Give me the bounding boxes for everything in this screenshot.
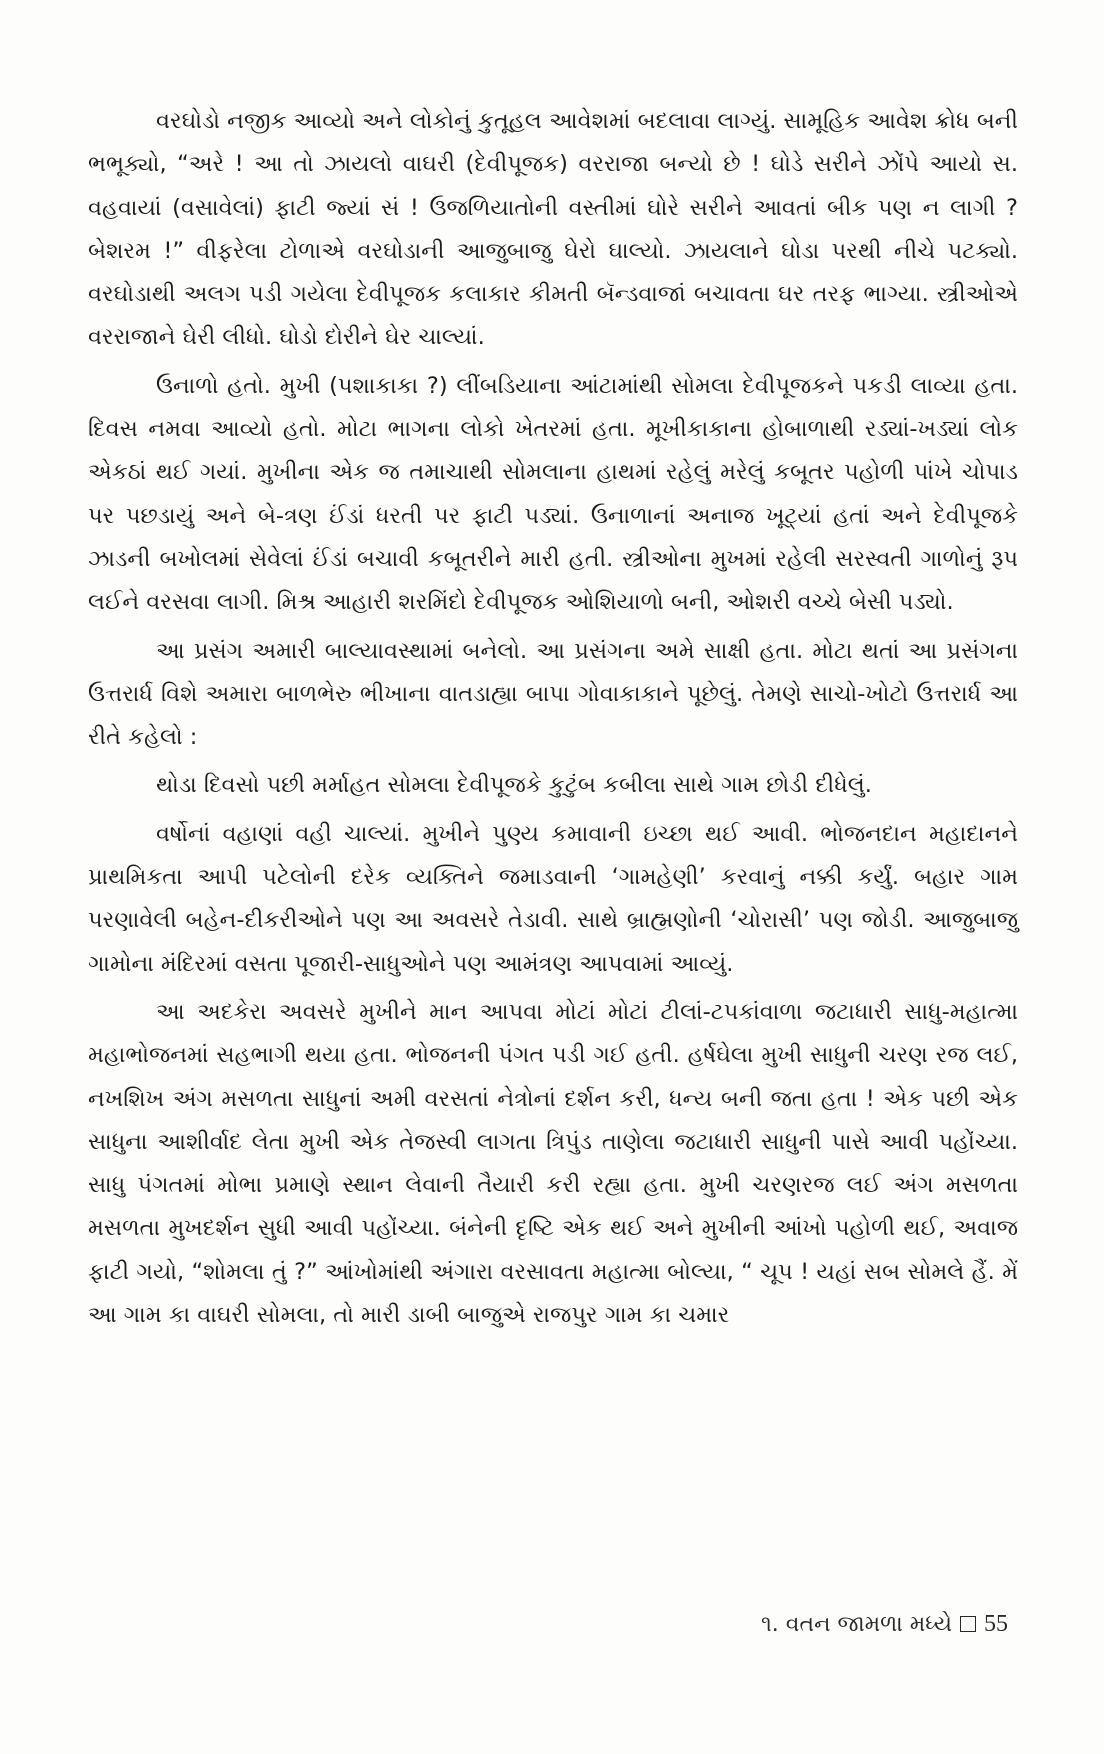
- square-icon: [960, 1616, 976, 1632]
- page-footer: [761, 1604, 1008, 1644]
- paragraph-3: આ પ્રસંગ અમારી બાલ્યાવસ્થામાં બનેલો. આ પ્રસંગના અમે સાક્ષી હતા. મોટા થતાં આ પ્રસંગના ઉત્તરાર્ધ વિશે અમારા બાળભેરુ ભીખાના વાતડાહ્યા બાપા ગોવાકાકાને પૂછેલું. તેમણે સાચો-ખોટો ઉત્તરાર્ધ આ રીતે કહેલો :: [88, 637, 1018, 751]
- paragraph-6: આ અદકેરા અવસરે મુખીને માન આપવા મોટાં મોટાં ટીલાં-ટપકાંવાળા જટાધારી સાધુ-મહાત્મા મહાભોજનમાં સહભાગી થયા હતા. ભોજનની પંગત પડી ગઈ હતી. હર્ષઘેલા મુખી સાધુની ચરણ રજ લઈ, નખશિખ અંગ મસળતા સાધુનાં અમી વરસતાં નેત્રોનાં દર્શન કરી, ધન્ય બની જતા હતા ! એક પછી એક સાધુના આશીર્વાદ લેતા મુખી એક તેજસ્વી લાગતા ત્રિપુંડ તાણેલા જટાધારી સાધુની પાસે આવી પહોંચ્યા. સાધુ પંગતમાં મોભા પ્રમાણે સ્થાન લેવાની તૈયારી કરી રહ્યા હતા. મુખી ચરણરજ લઈ અંગ મસળતા મસળતા મુખદર્શન સુધી આવી પહોંચ્યા. બંનેની દૃષ્ટિ એક થઈ અને મુખીની આંખો પહોળી થઈ, અવાજ ફાટી ગયો, “શોમલા તું ?” આંખોમાંથી અંગારા વરસાવતા મહાત્મા બોલ્યા, “ ચૂપ ! યહાં સબ સોમલે હૈં. મેં આ ગામ કા વાઘરી સોમલા, તો મારી ડાબી બાજુએ રાજપુર ગામ કા ચમાર: [88, 998, 1018, 1329]
- page-number: 55: [984, 1610, 1008, 1637]
- paragraph-2: ઉનાળો હતો. મુખી (પશાકાકા ?) લીંબડિયાના આંટામાંથી સોમલા દેવીપૂજકને પકડી લાવ્યા હતા. દિવસ નમવા આવ્યો હતો. મોટા ભાગના લોકો ખેતરમાં હતા. મૂખીકાકાના હોબાળાથી રડ્યાં-ખડ્યાં લોક એકઠાં થઈ ગયાં. મુખીના એક જ તમાચાથી સોમલાના હાથમાં રહેલું મરેલું કબૂતર પહોળી પાંખે ચોપાડ પર પછડાયું અને બે-ત્રણ ઈંડાં ધરતી પર ફાટી પડ્યાં. ઉનાળાનાં અનાજ ખૂટ્યાં હતાં અને દેવીપૂજકે ઝાડની બખોલમાં સેવેલાં ઈંડાં બચાવી કબૂતરીને મારી હતી. સ્ત્રીઓના મુખમાં રહેલી સરસ્વતી ગાળોનું રૂપ લઈને વરસવા લાગી. મિશ્ર આહારી શરમિંદો દેવીપૂજક ઓશિયાળો બની, ઓશરી વચ્ચે બેસી પડ્યો.: [88, 372, 1018, 616]
- paragraph-5: વર્ષોનાં વહાણાં વહી ચાલ્યાં. મુખીને પુણ્ય કમાવાની ઇચ્છા થઈ આવી. ભોજનદાન મહાદાનને પ્રાથમિકતા આપી પટેલોની દરેક વ્યક્તિને જમાડવાની ‘ગામહેણી’ કરવાનું નક્કી કર્યું. બહાર ગામ પરણાવેલી બહેન-દીકરીઓને પણ આ અવસરે તેડાવી. સાથે બ્રાહ્મણોની ‘ચોરાસી’ પણ જોડી. આજુબાજુ ગામોના મંદિરમાં વસતા પૂજારી-સાધુઓને પણ આમંત્રણ આપવામાં આવ્યું.: [88, 820, 1018, 977]
- paragraph-4: થોડા દિવસો પછી મર્માહત સોમલા દેવીપૂજકે કુટુંબ કબીલા સાથે ગામ છોડી દીધેલું.: [156, 772, 872, 799]
- page-text-body: [88, 100, 1018, 1342]
- chapter-title: ૧. વતન જામળા મધ્યે: [761, 1611, 952, 1637]
- paragraph-1: વરઘોડો નજીક આવ્યો અને લોકોનું કુતૂહલ આવેશમાં બદલાવા લાગ્યું. સામૂહિક આવેશ ક્રોધ બની ભભૂક્યો, “અરે ! આ તો ઝાયલો વાઘરી (દેવીપૂજક) વરરાજા બન્યો છે ! ઘોડે સરીને ઝોંપે આયો સ. વહવાયાં (વસાવેલાં) ફાટી જ્યાં સં ! ઉજળિયાતોની વસ્તીમાં ઘોરે સરીને આવતાં બીક પણ ન લાગી ? બેશરમ !” વીફરેલા ટોળાએ વરઘોડાની આજુબાજુ ઘેરો ઘાલ્યો. ઝાયલાને ઘોડા પરથી નીચે પટક્યો. વરઘોડાથી અલગ પડી ગયેલા દેવીપૂજક કલાકાર કીમતી બૅન્ડવાજાં બચાવતા ઘર તરફ ભાગ્યા. સ્ત્રીઓએ વરરાજાને ઘેરી લીધો. ઘોડો દોરીને ઘેર ચાલ્યાં.: [88, 108, 1018, 351]
